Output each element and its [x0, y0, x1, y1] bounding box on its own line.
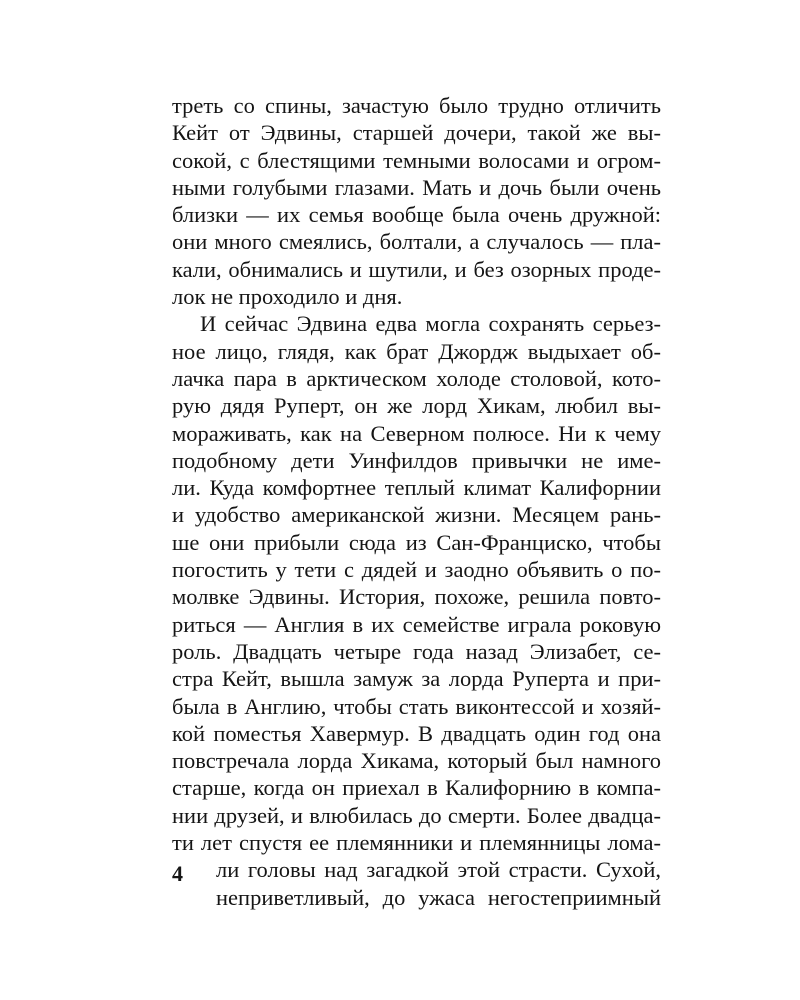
text-line: и удобство американской жизни. Месяцем рань-	[172, 502, 661, 528]
text-line: подобному дети Уинфилдов привычки не име-	[172, 447, 661, 473]
text-line: молвке Эдвины. История, похоже, решила повто-	[172, 584, 661, 610]
text-line: Кейт от Эдвины, старшей дочери, такой же вы-	[172, 120, 661, 146]
body-text	[172, 92, 661, 911]
text-line: ли головы над загадкой этой страсти. Сухой,	[216, 857, 661, 883]
text-line: ли. Куда комфортнее теплый климат Калифорнии	[172, 475, 661, 501]
text-line: ное лицо, глядя, как брат Джордж выдыхает об-	[172, 338, 661, 364]
text-line: лачка пара в арктическом холоде столовой, кото-	[172, 365, 661, 391]
text-line: близки — их семья вообще была очень дружной:	[172, 202, 661, 228]
text-line: нии друзей, и влюбилась до смерти. Более двадца-	[172, 802, 661, 828]
text-line: неприветливый, до ужаса негостеприимный	[216, 884, 661, 910]
text-line: повстречала лорда Хикама, который был намного	[172, 748, 661, 774]
page-number: 4	[172, 861, 183, 886]
text-line: И сейчас Эдвина едва могла сохранять серьез-	[200, 311, 661, 337]
text-line: треть со спины, зачастую было трудно отличить	[172, 93, 661, 118]
text-line: кали, обнимались и шутили, и без озорных проде-	[172, 256, 661, 282]
text-line: сокой, с блестящими темными волосами и огром-	[172, 147, 661, 173]
text-line: лок не проходило и дня.	[172, 284, 403, 310]
text-line: мораживать, как на Северном полюсе. Ни к чему	[172, 420, 661, 446]
text-line: рую дядя Руперт, он же лорд Хикам, любил вы-	[172, 393, 661, 419]
text-line: старше, когда он приехал в Калифорнию в компа-	[172, 775, 661, 801]
text-line: риться — Англия в их семействе играла роковую	[172, 611, 661, 637]
text-line: погостить у тети с дядей и заодно объявить о по-	[172, 557, 661, 583]
text-line: роль. Двадцать четыре года назад Элизабет, се-	[172, 638, 661, 664]
text-line: стра Кейт, вышла замуж за лорда Руперта и при-	[172, 666, 661, 692]
text-line: ше они прибыли сюда из Сан-Франциско, чтобы	[172, 529, 661, 555]
text-line: ными голубыми глазами. Мать и дочь были очень	[172, 174, 661, 200]
text-line: кой поместья Хавермур. В двадцать один год она	[172, 720, 661, 746]
text-line: была в Англию, чтобы стать виконтессой и хозяй-	[172, 693, 661, 719]
text-line: ти лет спустя ее племянники и племянницы лома-	[172, 830, 661, 856]
text-line: они много смеялись, болтали, а случалось — пла-	[172, 229, 661, 255]
